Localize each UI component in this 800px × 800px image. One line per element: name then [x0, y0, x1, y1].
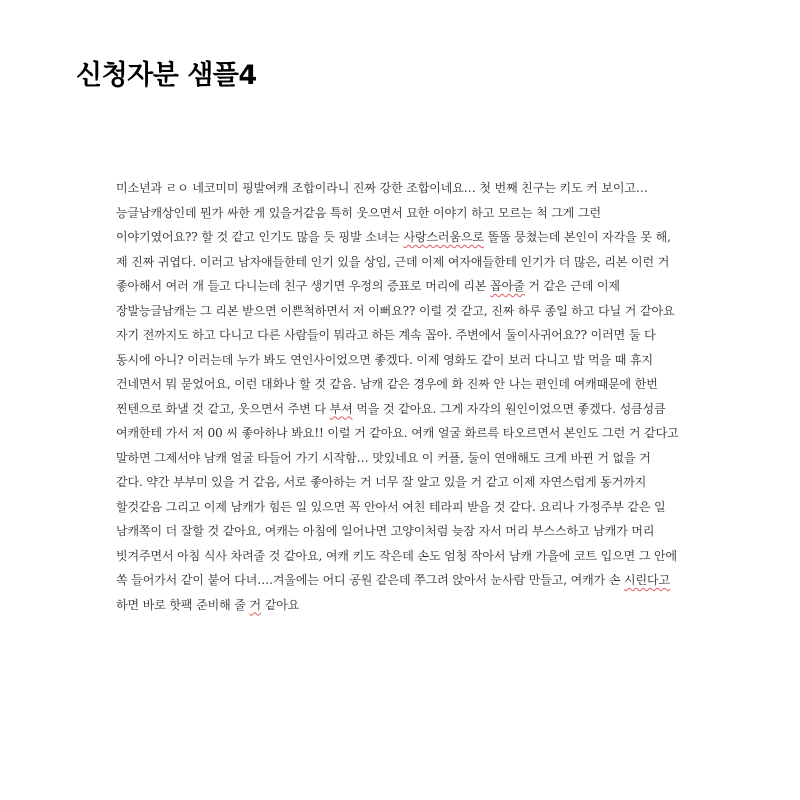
spellcheck-word: 시린다고	[624, 573, 670, 587]
body-line: 제 진짜 귀엽다. 이러고 남자애들한테 인기 있을 상임, 근데 이제 여자애들한테 인기가 더 많은, 리본 이런 거	[116, 254, 670, 269]
body-line: 할것같음 그리고 이제 남캐가 힘든 일 있으면 꼭 안아서 여친 테라피 받을 것 같다. 요리나 가정주부 같은 일	[116, 499, 666, 514]
body-line: 미소년과 ㄹㅇ 네코미미 핑발여캐 조합이라니 진짜 강한 조합이네요… 첫 번째 친구는 키도 커 보이고…	[116, 181, 648, 195]
body-line: 동시에 아니? 이러는데 누가 봐도 연인사이었으면 좋겠다. 이제 영화도 같이 보러 다니고 밥 먹을 때 휴지	[116, 352, 653, 367]
body-line: 능글남캐상인데 뭔가 싸한 게 있을거같음 특히 웃으면서 묘한 이야기 하고 모르는 척 그게 그런	[116, 205, 601, 220]
spellcheck-word: 꼽아줄	[490, 279, 525, 293]
body-line: 쏙 들어가서 같이 붙어 다녀….겨울에는 어디 공원 같은데 쭈그려 앉아서 눈사람 만들고, 여캐가 손 시린다고	[116, 573, 670, 587]
spellcheck-word: 거	[249, 597, 261, 612]
body-line: 자기 전까지도 하고 다니고 다른 사람들이 뭐라고 하든 계속 꼽아. 주변에서 둘이사귀어요?? 이러면 둘 다	[116, 328, 656, 342]
body-line: 빗겨주면서 아침 식사 차려줄 것 같아요, 여캐 키도 작은데 손도 엄청 작아서 남캐 가을에 코트 입으면 그 안에	[116, 548, 678, 563]
body-line: 이야기였어요?? 할 것 같고 인기도 많을 듯 핑발 소녀는 사랑스러움으로 똘똘 뭉쳤는데 본인이 자각을 못 해,	[116, 230, 671, 244]
body-line: 여캐한테 가서 저 00 씨 좋아하나 봐요!! 이럴 거 같아요. 여캐 얼굴 화르륵 타오르면서 본인도 그런 거 같다고	[116, 426, 679, 440]
page-title: 신청자분 샘플4	[76, 60, 257, 91]
body-text	[116, 176, 746, 617]
spellcheck-word: 부셔	[329, 401, 353, 416]
spellcheck-word: 사랑스러움으로	[403, 230, 484, 244]
body-line: 장발능글남캐는 그 리본 받으면 이쁜척하면서 저 이뻐요?? 이럴 것 같고, 진짜 하루 종일 하고 다닐 거 같아요	[116, 303, 675, 318]
body-line: 같다. 약간 부부미 있을 거 같음, 서로 좋아하는 거 너무 잘 알고 있을 거 같고 이제 자연스럽게 동거까지	[116, 475, 647, 489]
body-line: 남캐쪽이 더 잘할 것 같아요, 여캐는 아침에 일어나면 고양이처럼 늦잠 자서 머리 부스스하고 남캐가 머리	[116, 524, 655, 538]
body-line: 하면 바로 핫팩 준비해 줄 거 같아요	[116, 597, 300, 612]
body-line: 좋아해서 여러 개 들고 다니는데 친구 생기면 우정의 증표로 머리에 리본 꼽아줄 거 같은 근데 이제	[116, 279, 620, 293]
body-line: 건네면서 뭐 묻었어요, 이런 대화나 할 것 같음. 남캐 같은 경우에 화 진짜 안 나는 편인데 여캐때문에 한번	[116, 377, 658, 391]
body-line: 찐텐으로 화낼 것 같고, 웃으면서 주변 다 부셔 먹을 것 같아요. 그게 자각의 원인이었으면 좋겠다. 성큼성큼	[116, 401, 666, 416]
body-line: 말하면 그제서야 남캐 얼굴 타들어 가기 시작함… 맛있네요 이 커플, 둘이 연애해도 크게 바뀐 거 없을 거	[116, 450, 651, 465]
